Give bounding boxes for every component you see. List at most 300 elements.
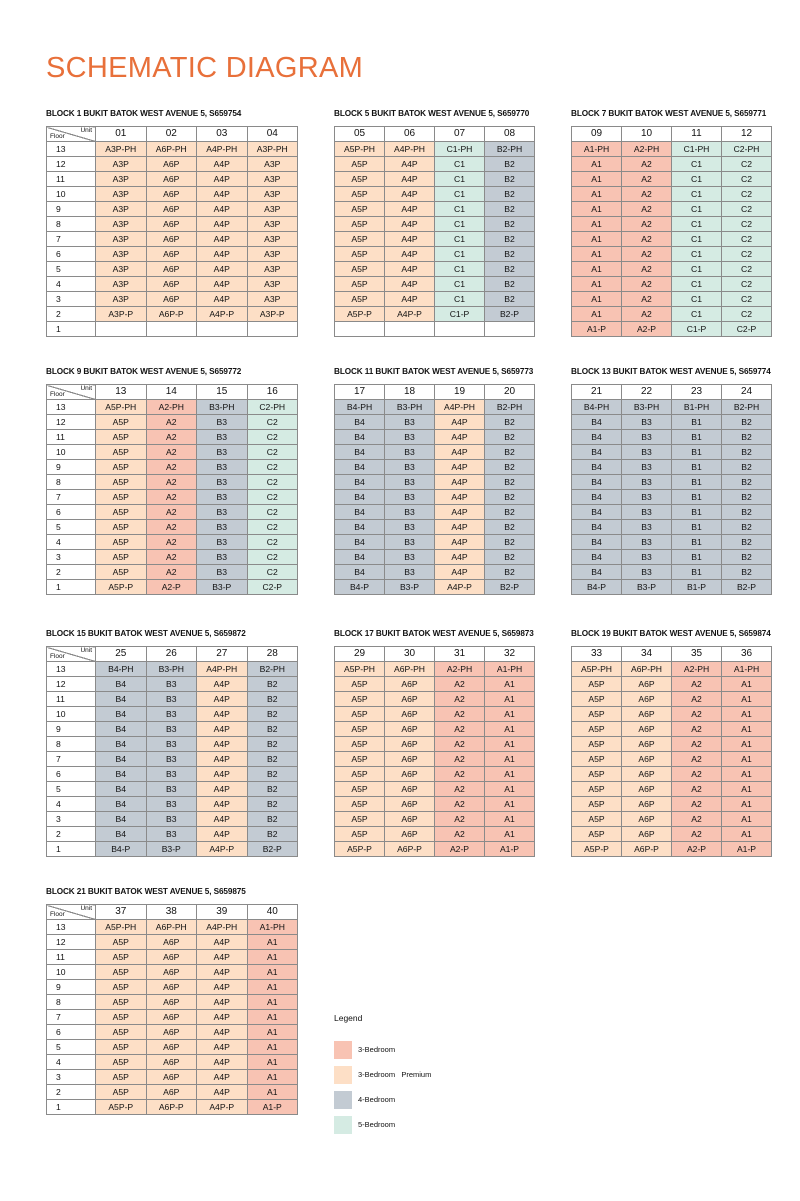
- floor-row: [335, 142, 535, 157]
- unit-type-cell: B2: [485, 415, 535, 430]
- floor-row: [47, 520, 298, 535]
- unit-type-cell: A2: [435, 692, 485, 707]
- unit-type-cell: B3: [622, 415, 672, 430]
- unit-number: 19: [435, 385, 485, 400]
- unit-type-cell: A4P: [197, 980, 248, 995]
- unit-number: 17: [335, 385, 385, 400]
- block-3: [571, 108, 772, 337]
- unit-type-cell: A6P-P: [146, 1100, 197, 1115]
- floor-row: [47, 142, 298, 157]
- unit-type-cell: A5P: [572, 722, 622, 737]
- unit-type-cell: A5P: [335, 737, 385, 752]
- unit-type-cell: A3P: [96, 247, 147, 262]
- unit-type-cell: A4P: [197, 187, 248, 202]
- unit-type-cell: C1: [435, 262, 485, 277]
- unit-type-cell: C2: [722, 277, 772, 292]
- unit-type-cell: B4: [572, 415, 622, 430]
- unit-type-cell: A2: [435, 797, 485, 812]
- floor-row: [47, 277, 298, 292]
- unit-type-cell: A5P: [335, 187, 385, 202]
- unit-type-cell: A6P: [385, 722, 435, 737]
- unit-type-cell: A2: [435, 737, 485, 752]
- unit-number: 13: [96, 385, 147, 400]
- unit-type-cell: A5P: [96, 550, 147, 565]
- unit-type-cell: B4: [335, 490, 385, 505]
- unit-type-cell: B3: [385, 520, 435, 535]
- unit-type-cell: B3: [146, 767, 197, 782]
- unit-type-cell: B2: [485, 535, 535, 550]
- unit-type-cell: B3: [146, 722, 197, 737]
- unit-type-cell: A4P: [385, 172, 435, 187]
- floor-row: [572, 277, 772, 292]
- unit-type-cell: B3: [385, 430, 435, 445]
- unit-type-cell: A1: [722, 737, 772, 752]
- unit-type-cell: B2: [247, 677, 298, 692]
- floor-row: [47, 415, 298, 430]
- unit-type-cell: A6P: [622, 767, 672, 782]
- floor-number: 3: [47, 292, 96, 307]
- unit-type-cell: A5P: [96, 980, 147, 995]
- unit-type-cell: A2-P: [435, 842, 485, 857]
- unit-type-cell: A4P: [197, 202, 248, 217]
- block-label: BLOCK 13 BUKIT BATOK WEST AVENUE 5, S659774: [571, 367, 771, 376]
- unit-type-cell: A6P: [385, 782, 435, 797]
- unit-type-cell: A4P: [435, 475, 485, 490]
- unit-type-cell: A1: [485, 692, 535, 707]
- unit-type-cell: A1: [722, 692, 772, 707]
- unit-table: [334, 126, 535, 337]
- unit-type-cell: A6P: [146, 157, 197, 172]
- unit-type-cell: B3-PH: [385, 400, 435, 415]
- unit-type-cell: A3P: [96, 157, 147, 172]
- unit-type-cell: A6P: [622, 752, 672, 767]
- floor-row: [47, 950, 298, 965]
- unit-type-cell: B2: [485, 187, 535, 202]
- unit-type-cell: A2: [146, 550, 197, 565]
- floor-row: [335, 827, 535, 842]
- floor-number: 5: [47, 262, 96, 277]
- unit-type-cell: B2: [485, 520, 535, 535]
- floor-row: [335, 172, 535, 187]
- floor-row: [572, 430, 772, 445]
- floor-number: 4: [47, 535, 96, 550]
- unit-type-cell: A6P: [146, 292, 197, 307]
- unit-type-cell: A4P: [385, 217, 435, 232]
- unit-type-cell: B1-PH: [672, 400, 722, 415]
- corner-floor-label: Floor: [50, 391, 65, 398]
- unit-number: 15: [197, 385, 248, 400]
- unit-type-cell: A5P: [572, 737, 622, 752]
- unit-type-cell: A5P: [96, 565, 147, 580]
- floor-row: [47, 1010, 298, 1025]
- floor-row: [47, 1100, 298, 1115]
- unit-type-cell: A5P: [335, 782, 385, 797]
- unit-type-cell: C2: [247, 535, 298, 550]
- unit-type-cell: B3: [197, 505, 248, 520]
- unit-type-cell: B3: [385, 535, 435, 550]
- unit-table: [571, 384, 772, 595]
- unit-type-cell: B1: [672, 460, 722, 475]
- unit-type-cell: A1: [572, 262, 622, 277]
- unit-type-cell: A2: [146, 505, 197, 520]
- floor-row: [335, 202, 535, 217]
- unit-type-cell: A5P: [335, 262, 385, 277]
- header-row: [572, 127, 772, 142]
- unit-type-cell: C1: [672, 232, 722, 247]
- unit-type-cell: A4P-P: [435, 580, 485, 595]
- floor-number: 1: [47, 322, 96, 337]
- unit-number: 14: [146, 385, 197, 400]
- unit-number: 18: [385, 385, 435, 400]
- unit-type-cell: A4P: [197, 752, 248, 767]
- unit-type-cell: B4-P: [96, 842, 147, 857]
- unit-type-cell: B4: [572, 490, 622, 505]
- unit-type-cell: A2: [435, 767, 485, 782]
- unit-type-cell: B2: [247, 722, 298, 737]
- unit-type-cell: A4P: [197, 1040, 248, 1055]
- floor-row: [47, 1085, 298, 1100]
- unit-type-cell: A5P-PH: [335, 662, 385, 677]
- unit-type-cell: A5P: [96, 1025, 147, 1040]
- unit-type-cell: B1-P: [672, 580, 722, 595]
- unit-type-cell: C2: [722, 157, 772, 172]
- unit-type-cell: A3P: [247, 172, 298, 187]
- unit-type-cell: C1: [435, 277, 485, 292]
- unit-type-cell: A3P: [247, 292, 298, 307]
- unit-type-cell: A6P: [622, 677, 672, 692]
- unit-type-cell: B2-PH: [247, 662, 298, 677]
- unit-type-cell: A5P: [572, 797, 622, 812]
- unit-type-cell: A4P: [435, 535, 485, 550]
- floor-number: 3: [47, 812, 96, 827]
- block-1: [46, 108, 298, 337]
- unit-type-cell: C1: [672, 217, 722, 232]
- floor-row: [47, 202, 298, 217]
- unit-type-cell: C1: [435, 247, 485, 262]
- unit-type-cell: A4P: [385, 157, 435, 172]
- unit-type-cell: A5P-P: [335, 842, 385, 857]
- unit-type-cell: C1: [672, 172, 722, 187]
- floor-row: [335, 247, 535, 262]
- unit-type-cell: A6P: [385, 797, 435, 812]
- floor-row: [572, 662, 772, 677]
- floor-row: [572, 535, 772, 550]
- unit-type-cell: A5P: [335, 677, 385, 692]
- unit-type-cell: A6P-P: [146, 307, 197, 322]
- unit-type-cell: A4P-P: [385, 307, 435, 322]
- floor-row: [572, 262, 772, 277]
- unit-type-cell: C2-P: [247, 580, 298, 595]
- floor-row: [572, 232, 772, 247]
- unit-table: [46, 126, 298, 337]
- unit-type-cell: B4: [572, 535, 622, 550]
- unit-type-cell: B3: [197, 475, 248, 490]
- unit-type-cell: A4P-P: [197, 307, 248, 322]
- unit-type-cell: C1-PH: [672, 142, 722, 157]
- floor-row: [335, 217, 535, 232]
- unit-type-cell: B2: [485, 157, 535, 172]
- unit-type-cell: A5P: [96, 1085, 147, 1100]
- unit-number: 27: [197, 647, 248, 662]
- unit-type-cell: A1: [722, 827, 772, 842]
- unit-number: 20: [485, 385, 535, 400]
- unit-type-cell: A3P: [96, 172, 147, 187]
- unit-number: 34: [622, 647, 672, 662]
- floor-number: 9: [47, 202, 96, 217]
- floor-row: [47, 1025, 298, 1040]
- unit-type-cell: A5P: [335, 767, 385, 782]
- unit-type-cell: B3: [197, 490, 248, 505]
- unit-type-cell: B3: [146, 827, 197, 842]
- floor-row: [47, 217, 298, 232]
- legend-item: [334, 1112, 431, 1137]
- unit-type-cell: A5P: [335, 752, 385, 767]
- floor-row: [335, 475, 535, 490]
- unit-type-cell: A4P: [197, 157, 248, 172]
- unit-number: 05: [335, 127, 385, 142]
- unit-type-cell: B2: [247, 752, 298, 767]
- unit-type-cell: A1: [722, 767, 772, 782]
- unit-type-cell: A5P: [96, 490, 147, 505]
- unit-number: 22: [622, 385, 672, 400]
- unit-type-cell: A6P: [146, 1010, 197, 1025]
- unit-type-cell: A5P: [96, 1040, 147, 1055]
- unit-type-cell: A1: [247, 1040, 298, 1055]
- unit-type-cell: C2-P: [722, 322, 772, 337]
- unit-type-cell: B3: [385, 445, 435, 460]
- unit-type-cell: A4P: [197, 737, 248, 752]
- unit-type-cell: B4: [96, 812, 147, 827]
- unit-type-cell: A6P: [622, 722, 672, 737]
- unit-type-cell: C2: [247, 565, 298, 580]
- unit-type-cell: A6P: [146, 1025, 197, 1040]
- unit-type-cell: B4: [572, 520, 622, 535]
- block-2: [334, 108, 535, 337]
- legend-item: [334, 1037, 431, 1062]
- unit-type-cell: A4P: [197, 172, 248, 187]
- unit-type-cell: B3-PH: [622, 400, 672, 415]
- floor-row: [572, 707, 772, 722]
- unit-type-cell: B4-P: [572, 580, 622, 595]
- unit-type-cell: A1: [485, 797, 535, 812]
- unit-type-cell: A6P: [146, 935, 197, 950]
- unit-type-cell: B2: [722, 505, 772, 520]
- unit-type-cell: A4P: [435, 460, 485, 475]
- floor-number: 7: [47, 1010, 96, 1025]
- floor-number: 2: [47, 565, 96, 580]
- floor-row: [47, 995, 298, 1010]
- unit-type-cell: B2: [247, 782, 298, 797]
- unit-type-cell: B2: [485, 262, 535, 277]
- unit-number: 35: [672, 647, 722, 662]
- legend-swatch: [334, 1116, 352, 1134]
- unit-type-cell: C1: [672, 187, 722, 202]
- unit-type-cell: A4P: [197, 1055, 248, 1070]
- unit-type-cell: B4: [335, 535, 385, 550]
- unit-type-cell: B3: [146, 677, 197, 692]
- unit-type-cell: A3P: [247, 202, 298, 217]
- unit-type-cell: A5P: [335, 232, 385, 247]
- block-6: [571, 366, 772, 595]
- unit-type-cell: A5P-P: [572, 842, 622, 857]
- unit-type-cell: A5P-PH: [335, 142, 385, 157]
- unit-type-cell: A1: [722, 782, 772, 797]
- floor-number: 11: [47, 950, 96, 965]
- unit-type-cell: B3: [197, 565, 248, 580]
- floor-row: [47, 157, 298, 172]
- unit-type-cell: A3P-PH: [96, 142, 147, 157]
- block-label: BLOCK 19 BUKIT BATOK WEST AVENUE 5, S659874: [571, 629, 771, 638]
- unit-number: 03: [197, 127, 248, 142]
- unit-type-cell: B4: [96, 692, 147, 707]
- unit-type-cell: A6P: [622, 692, 672, 707]
- unit-type-cell: C1: [672, 247, 722, 262]
- unit-type-cell: A2: [146, 475, 197, 490]
- unit-type-cell: B1: [672, 475, 722, 490]
- unit-type-cell: B4: [335, 520, 385, 535]
- floor-row: [47, 920, 298, 935]
- corner-floor-label: Floor: [50, 133, 65, 140]
- unit-type-cell: A4P: [385, 262, 435, 277]
- unit-type-cell: A2: [622, 172, 672, 187]
- unit-type-cell: A1: [572, 292, 622, 307]
- unit-type-cell: A6P: [622, 827, 672, 842]
- block-label: BLOCK 9 BUKIT BATOK WEST AVENUE 5, S659772: [46, 367, 242, 376]
- unit-type-cell: A2: [146, 430, 197, 445]
- unit-type-cell: B2: [485, 232, 535, 247]
- unit-type-cell: B1: [672, 550, 722, 565]
- unit-type-cell: A2: [435, 677, 485, 692]
- unit-type-cell: B2: [247, 707, 298, 722]
- floor-row: [335, 767, 535, 782]
- unit-type-cell: B3: [197, 460, 248, 475]
- block-8: [334, 628, 535, 857]
- unit-type-cell: A6P: [385, 707, 435, 722]
- unit-type-cell: A6P: [385, 677, 435, 692]
- unit-type-cell: A2: [622, 232, 672, 247]
- unit-type-cell: A2-PH: [672, 662, 722, 677]
- unit-type-cell: A2: [435, 782, 485, 797]
- unit-number: 38: [146, 905, 197, 920]
- unit-type-cell: B4: [335, 475, 385, 490]
- unit-type-cell: B4: [572, 475, 622, 490]
- unit-type-cell: A6P-PH: [146, 142, 197, 157]
- unit-type-cell: B3: [622, 430, 672, 445]
- unit-type-cell: B2: [485, 460, 535, 475]
- unit-type-cell: B1: [672, 535, 722, 550]
- unit-type-cell: A1: [572, 217, 622, 232]
- unit-type-cell: B2: [247, 767, 298, 782]
- unit-type-cell: A2: [672, 797, 722, 812]
- unit-type-cell: B4: [572, 445, 622, 460]
- floor-row: [47, 505, 298, 520]
- unit-type-cell: A6P: [146, 247, 197, 262]
- floor-row: [47, 1040, 298, 1055]
- floor-row: [47, 677, 298, 692]
- unit-type-cell: C1: [672, 307, 722, 322]
- unit-type-cell: A5P-P: [96, 580, 147, 595]
- floor-number: 9: [47, 722, 96, 737]
- floor-number: 2: [47, 307, 96, 322]
- unit-table: [46, 904, 298, 1115]
- unit-type-cell: A6P: [146, 995, 197, 1010]
- floor-row: [335, 797, 535, 812]
- floor-number: 6: [47, 1025, 96, 1040]
- unit-number: 30: [385, 647, 435, 662]
- unit-type-cell: A6P: [622, 782, 672, 797]
- block-label: BLOCK 7 BUKIT BATOK WEST AVENUE 5, S659771: [571, 109, 767, 118]
- unit-type-cell: A3P: [96, 292, 147, 307]
- unit-type-cell: A6P: [146, 277, 197, 292]
- floor-row: [572, 490, 772, 505]
- floor-row: [335, 565, 535, 580]
- unit-type-cell: A1: [247, 1025, 298, 1040]
- unit-type-cell: B3: [146, 782, 197, 797]
- unit-type-cell: A2: [435, 707, 485, 722]
- corner-unit-label: Unit: [80, 647, 92, 654]
- floor-row: [47, 292, 298, 307]
- legend-item: [334, 1087, 431, 1112]
- unit-type-cell: A4P-PH: [197, 920, 248, 935]
- unit-type-cell: B2: [485, 247, 535, 262]
- block-label: BLOCK 21 BUKIT BATOK WEST AVENUE 5, S659875: [46, 887, 246, 896]
- floor-number: 7: [47, 752, 96, 767]
- unit-type-cell: B3: [385, 415, 435, 430]
- header-row: [572, 385, 772, 400]
- unit-number: 40: [247, 905, 298, 920]
- unit-type-cell: A4P: [197, 292, 248, 307]
- unit-type-cell: B3: [385, 490, 435, 505]
- floor-number: 9: [47, 980, 96, 995]
- floor-number: 7: [47, 232, 96, 247]
- unit-type-cell: B1: [672, 520, 722, 535]
- unit-type-cell: A4P: [197, 707, 248, 722]
- unit-type-cell: B2: [485, 217, 535, 232]
- floor-row: [335, 415, 535, 430]
- unit-type-cell: A2: [435, 752, 485, 767]
- floor-row: [572, 677, 772, 692]
- unit-type-cell: A1-PH: [247, 920, 298, 935]
- floor-row: [47, 797, 298, 812]
- unit-number: 29: [335, 647, 385, 662]
- floor-number: 6: [47, 767, 96, 782]
- unit-type-cell: A4P: [197, 827, 248, 842]
- unit-type-cell: C1: [672, 202, 722, 217]
- unit-type-cell: A2-P: [672, 842, 722, 857]
- block-5: [334, 366, 535, 595]
- floor-row: [572, 737, 772, 752]
- unit-type-cell: B1: [672, 430, 722, 445]
- floor-row: [572, 172, 772, 187]
- unit-type-cell: A5P: [335, 797, 385, 812]
- floor-row: [335, 322, 535, 337]
- unit-type-cell: A4P: [435, 520, 485, 535]
- unit-type-cell: C2: [247, 550, 298, 565]
- unit-type-cell: C1: [435, 202, 485, 217]
- unit-type-cell: A1: [722, 677, 772, 692]
- floor-number: 5: [47, 520, 96, 535]
- unit-type-cell: C2: [722, 187, 772, 202]
- floor-row: [572, 520, 772, 535]
- unit-type-cell: A5P: [96, 460, 147, 475]
- unit-type-cell: B2: [247, 827, 298, 842]
- unit-type-cell: B3-P: [385, 580, 435, 595]
- floor-number: 8: [47, 475, 96, 490]
- unit-number: 06: [385, 127, 435, 142]
- corner-unit-label: Unit: [80, 127, 92, 134]
- floor-number: 7: [47, 490, 96, 505]
- floor-number: 4: [47, 277, 96, 292]
